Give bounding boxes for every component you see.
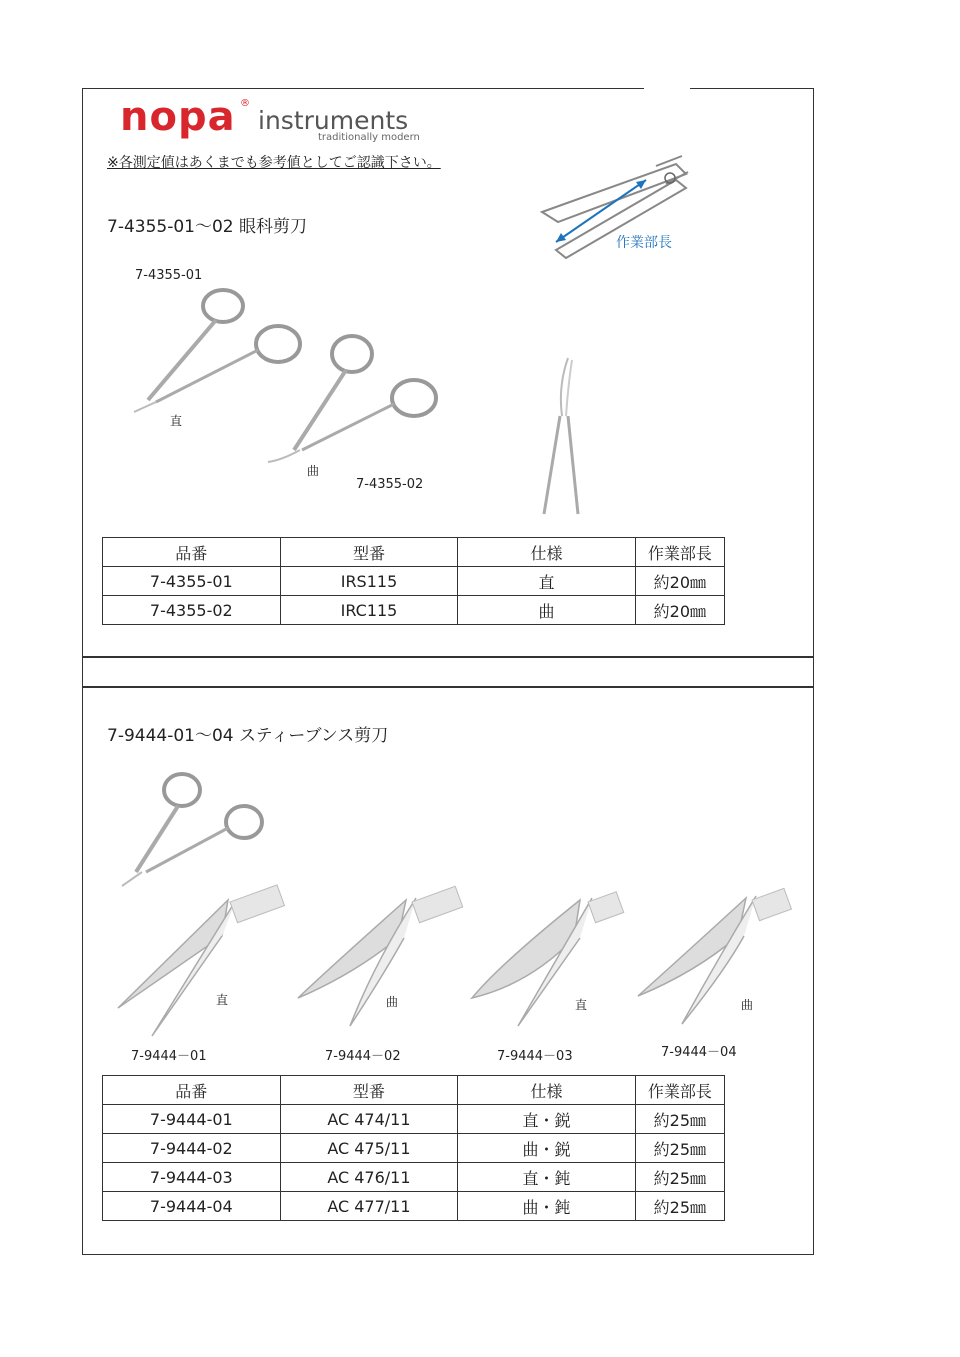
tip-04-mark: 曲 <box>741 998 754 1012</box>
table-row <box>103 1105 725 1134</box>
frame-gap <box>644 86 690 90</box>
item-4355-01-caption: 7-4355-01 <box>135 268 203 283</box>
header-model-number: 型番 <box>280 538 458 567</box>
header-working-length: 作業部長 <box>635 538 724 567</box>
table-header-row <box>103 538 725 567</box>
cell-working-length: 約25㎜ <box>635 1192 724 1221</box>
logo-tagline: traditionally modern <box>318 132 420 143</box>
iris-scissors-curved-image <box>262 332 452 472</box>
section2-title: 7-9444-01～04 スティーブンス剪刀 <box>107 726 389 746</box>
tip-01-caption: 7-9444－01 <box>131 1049 207 1064</box>
table-row <box>103 567 725 596</box>
section1-spec-table <box>102 537 725 625</box>
separator-frame <box>82 656 814 688</box>
tip-02-mark: 曲 <box>386 995 399 1009</box>
cell-part-number: 7-9444-04 <box>103 1192 281 1221</box>
disclaimer-note: ※各測定値はあくまでも参考値としてご認識下さい。 <box>107 155 441 171</box>
cell-spec: 曲・鈍 <box>458 1192 635 1221</box>
logo-brand: nopa <box>120 94 236 140</box>
tip-03-mark: 直 <box>575 998 588 1012</box>
straight-mark-1: 直 <box>170 414 183 428</box>
cell-part-number: 7-9444-02 <box>103 1134 281 1163</box>
tip-image-02 <box>294 894 460 1034</box>
cell-spec: 直・鈍 <box>458 1163 635 1192</box>
working-length-label: 作業部長 <box>616 235 672 251</box>
tip-03-caption: 7-9444－03 <box>497 1049 573 1064</box>
cell-model-number: AC 475/11 <box>280 1134 458 1163</box>
header-model-number: 型番 <box>280 1076 458 1105</box>
header-part-number: 品番 <box>103 1076 281 1105</box>
tip-02-caption: 7-9444－02 <box>325 1049 401 1064</box>
table-row <box>103 1192 725 1221</box>
header-spec: 仕様 <box>458 1076 635 1105</box>
cell-spec: 直 <box>458 567 635 596</box>
section1-title: 7-4355-01～02 眼科剪刀 <box>107 217 308 237</box>
cell-part-number: 7-4355-02 <box>103 596 281 625</box>
cell-part-number: 7-4355-01 <box>103 567 281 596</box>
scissors-tip-closeup-image <box>538 356 588 516</box>
logo-word: instruments <box>258 106 409 135</box>
tip-04-caption: 7-9444－04 <box>661 1045 737 1060</box>
header-working-length: 作業部長 <box>635 1076 724 1105</box>
cell-working-length: 約20㎜ <box>635 567 724 596</box>
cell-part-number: 7-9444-03 <box>103 1163 281 1192</box>
table-row <box>103 1163 725 1192</box>
table-row <box>103 1134 725 1163</box>
tip-image-01 <box>110 896 280 1036</box>
section2-spec-table <box>102 1075 725 1221</box>
cell-model-number: AC 474/11 <box>280 1105 458 1134</box>
cell-working-length: 約20㎜ <box>635 596 724 625</box>
header-spec: 仕様 <box>458 538 635 567</box>
cell-model-number: IRS115 <box>280 567 458 596</box>
cell-model-number: AC 476/11 <box>280 1163 458 1192</box>
cell-working-length: 約25㎜ <box>635 1134 724 1163</box>
curved-mark-1: 曲 <box>307 464 320 478</box>
cell-model-number: AC 477/11 <box>280 1192 458 1221</box>
tip-image-03 <box>470 894 620 1034</box>
tip-image-04 <box>636 892 788 1032</box>
cell-spec: 曲 <box>458 596 635 625</box>
logo-registered: ® <box>240 98 250 109</box>
table-header-row <box>103 1076 725 1105</box>
cell-spec: 直・鋭 <box>458 1105 635 1134</box>
table-row <box>103 596 725 625</box>
cell-model-number: IRC115 <box>280 596 458 625</box>
cell-spec: 曲・鋭 <box>458 1134 635 1163</box>
cell-working-length: 約25㎜ <box>635 1163 724 1192</box>
cell-working-length: 約25㎜ <box>635 1105 724 1134</box>
tip-01-mark: 直 <box>216 993 229 1007</box>
item-4355-02-caption: 7-4355-02 <box>356 477 424 492</box>
header-part-number: 品番 <box>103 538 281 567</box>
cell-part-number: 7-9444-01 <box>103 1105 281 1134</box>
stevens-scissors-image <box>116 768 276 892</box>
